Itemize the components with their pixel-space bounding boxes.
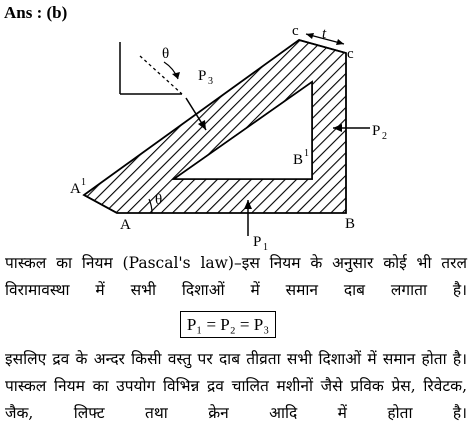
label-b1: B [293,152,304,168]
label-a: A [120,217,131,233]
label-theta-bottom: θ [155,192,163,208]
label-p1: P [253,234,262,250]
label-p3-sub: 3 [208,76,213,87]
label-theta-top: θ [162,46,170,62]
label-p2: P [372,123,381,139]
label-t: t [322,26,327,42]
equation-box: P₁ = P₂ = P₃ [180,311,276,338]
label-p2-sub: 2 [382,131,387,142]
paragraph-pascal-law: पास्कल का नियम (Pascal's law)–इस नियम के अनुसार कोई भी तरल विरामावस्था में सभी दिशाओं में समान दाब लगाता है। [5,254,467,299]
label-b: B [345,216,356,232]
label-a1-sup: 1 [81,177,86,188]
label-a1: A [70,181,81,197]
label-c-left: c [292,23,299,39]
label-p1-sub: 1 [263,242,268,250]
paragraph-applications: इसलिए द्रव के अन्दर किसी वस्तु पर दाब तीव्रता सभी दिशाओं में समान होता है। पास्कल नियम का उपयोग विभिन्न द्रव चालित मशीनों जैसे प्रविक प्रेस, रिवेटक, जैक, लिफ्ट तथा क्रेन आदि में होता है। [5,350,467,422]
label-p3: P [198,68,207,84]
answer-label: Ans : (b) [4,3,68,22]
label-c-right: c [347,46,354,62]
label-b1-sup: 1 [304,148,309,159]
